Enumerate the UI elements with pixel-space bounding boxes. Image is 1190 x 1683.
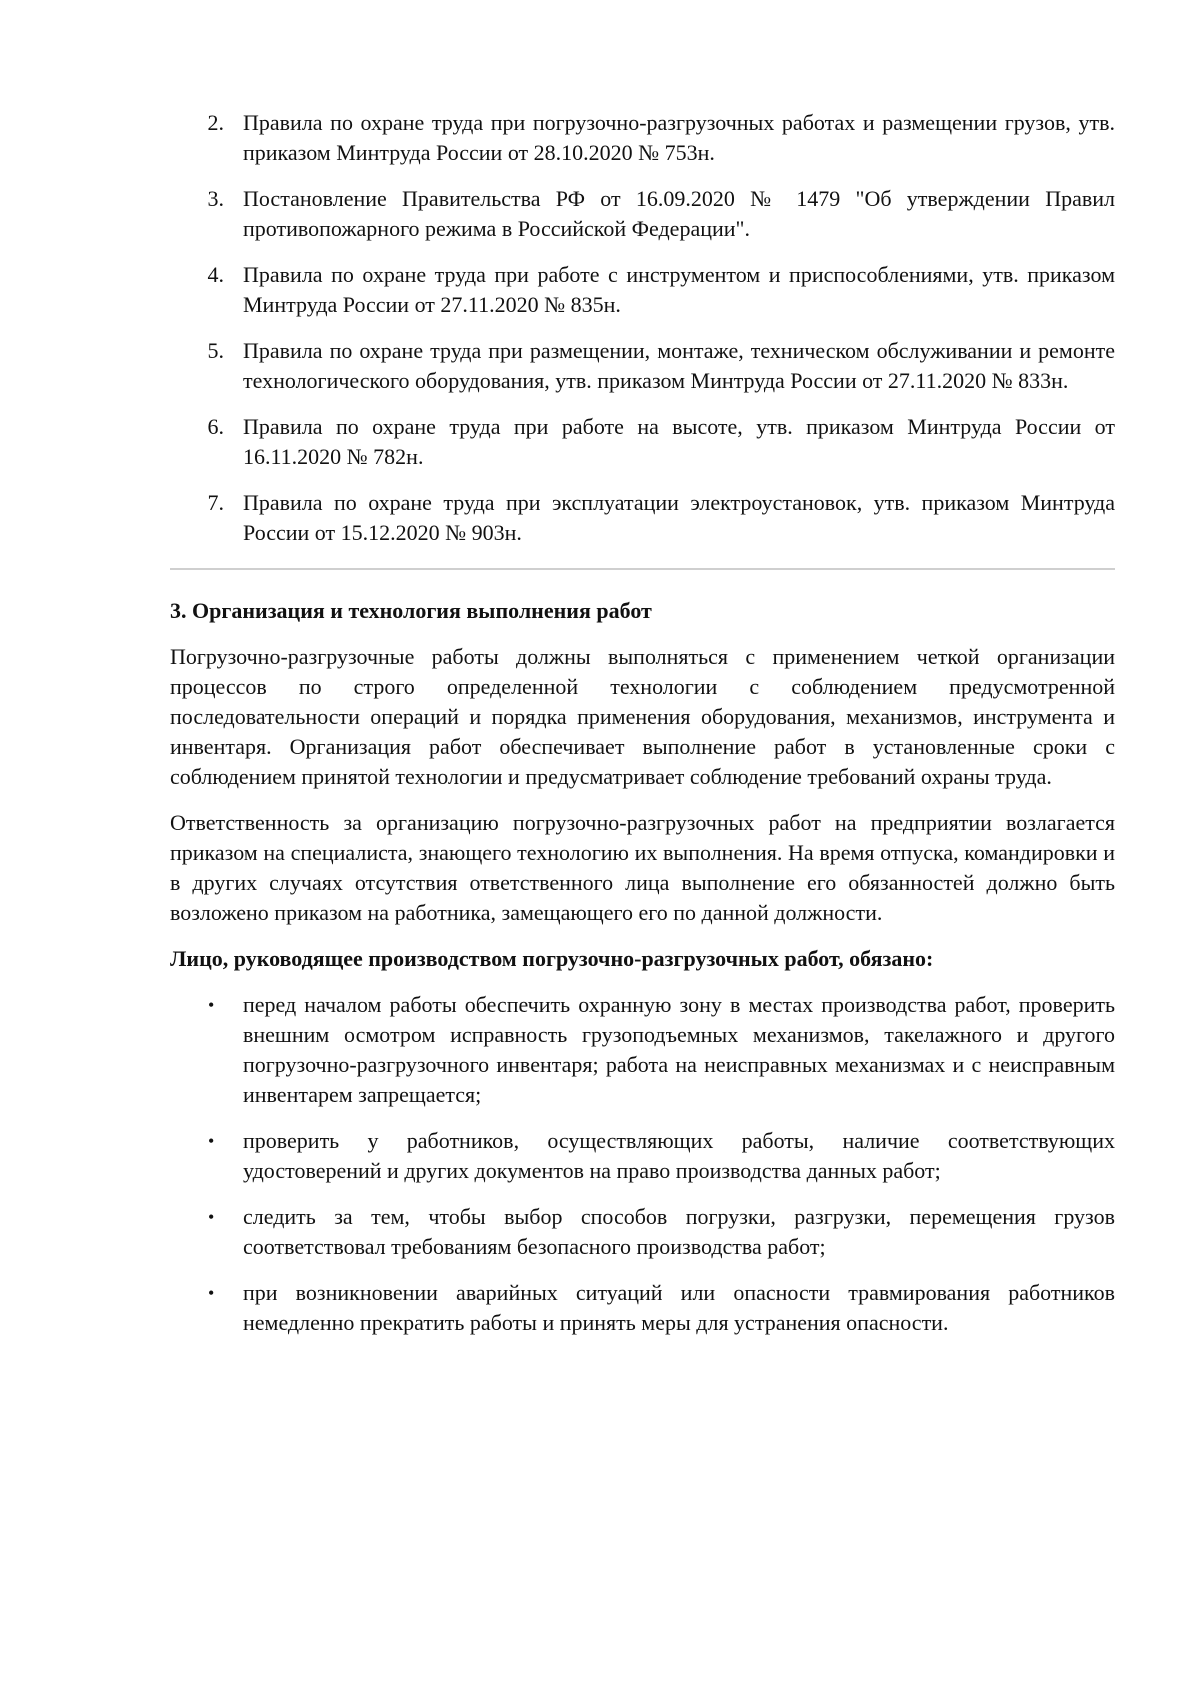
list-item bbox=[170, 260, 1115, 320]
list-number: 3. bbox=[207, 186, 224, 211]
list-item bbox=[170, 184, 1115, 244]
bullet-icon: • bbox=[208, 1131, 215, 1151]
list-item-text: Правила по охране труда при работе на высоте, утв. приказом Минтруда России от 16.11.2020 № 782н. bbox=[243, 414, 1115, 469]
list-number: 4. bbox=[207, 262, 224, 287]
list-item-text: перед началом работы обеспечить охранную зону в местах производства работ, проверить внешним осмотром исправность грузоподъемных механизмов, такелажного и другого погрузочно-разгрузочного инвентаря; работа на неисправных механизмах и с неисправным инвентарем запрещается; bbox=[243, 992, 1115, 1107]
bullet-icon: • bbox=[208, 995, 215, 1015]
bullet-icon: • bbox=[208, 1283, 215, 1303]
list-item-text: Правила по охране труда при эксплуатации электроустановок, утв. приказом Минтруда России от 15.12.2020 № 903н. bbox=[243, 490, 1115, 545]
section-divider bbox=[170, 568, 1115, 570]
list-number: 6. bbox=[207, 414, 224, 439]
paragraph-organization: Погрузочно-разгрузочные работы должны выполняться с применением четкой организации процессов по строго определенной технологии с соблюдением предусмотренной последовательности операций и порядка применения оборудования, механизмов, инструмента и инвентаря. Организация работ обеспечивает выполнение работ в установленные сроки с соблюдением принятой технологии и предусматривает соблюдение требований охраны труда. bbox=[170, 644, 1115, 789]
duties-heading: Лицо, руководящее производством погрузочно-разгрузочных работ, обязано: bbox=[170, 946, 934, 971]
list-number: 7. bbox=[207, 490, 224, 515]
list-item-text: при возникновении аварийных ситуаций или опасности травмирования работников немедленно прекратить работы и принять меры для устранения опасности. bbox=[243, 1280, 1115, 1335]
list-item bbox=[170, 990, 1115, 1110]
list-item-text: Правила по охране труда при погрузочно-разгрузочных работах и размещении грузов, утв. приказом Минтруда России от 28.10.2020 № 753н. bbox=[243, 110, 1115, 165]
list-item bbox=[170, 1126, 1115, 1186]
bullet-icon: • bbox=[208, 1207, 215, 1227]
list-item bbox=[170, 336, 1115, 396]
document-page bbox=[170, 108, 1115, 1354]
list-item bbox=[170, 1278, 1115, 1338]
list-item bbox=[170, 488, 1115, 548]
list-item-text: Правила по охране труда при размещении, монтаже, техническом обслуживании и ремонте технологического оборудования, утв. приказом Минтруда России от 27.11.2020 № 833н. bbox=[243, 338, 1115, 393]
list-item bbox=[170, 1202, 1115, 1262]
list-number: 2. bbox=[207, 110, 224, 135]
list-item bbox=[170, 412, 1115, 472]
list-item-text: Постановление Правительства РФ от 16.09.2020 № 1479 "Об утверждении Правил противопожарного режима в Российской Федерации". bbox=[243, 186, 1115, 241]
list-item-text: проверить у работников, осуществляющих работы, наличие соответствующих удостоверений и других документов на право производства данных работ; bbox=[243, 1128, 1115, 1183]
duties-list bbox=[170, 990, 1115, 1338]
list-number: 5. bbox=[207, 338, 224, 363]
list-item-text: Правила по охране труда при работе с инструментом и приспособлениями, утв. приказом Минтруда России от 27.11.2020 № 835н. bbox=[243, 262, 1115, 317]
section-heading: 3. Организация и технология выполнения работ bbox=[170, 598, 652, 623]
list-item bbox=[170, 108, 1115, 168]
list-item-text: следить за тем, чтобы выбор способов погрузки, разгрузки, перемещения грузов соответствовал требованиям безопасного производства работ; bbox=[243, 1204, 1115, 1259]
paragraph-responsibility: Ответственность за организацию погрузочно-разгрузочных работ на предприятии возлагается приказом на специалиста, знающего технологию их выполнения. На время отпуска, командировки и в других случаях отсутствия ответственного лица выполнение его обязанностей должно быть возложено приказом на работника, замещающего его по данной должности. bbox=[170, 810, 1115, 925]
regulations-list bbox=[170, 108, 1115, 548]
